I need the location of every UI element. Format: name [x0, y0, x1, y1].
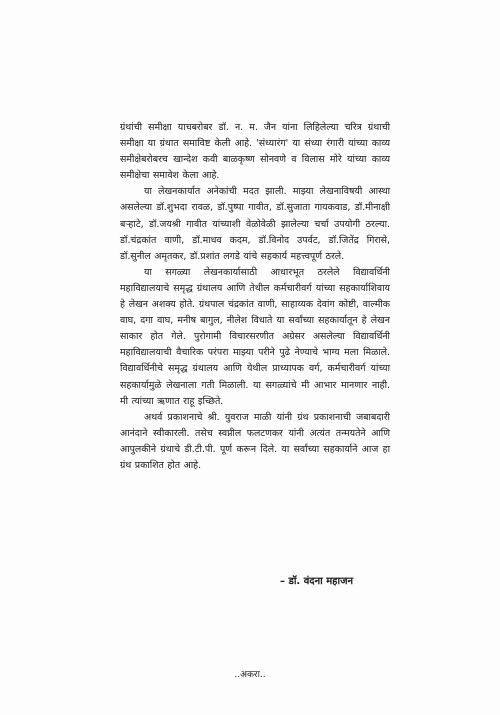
body-text — [120, 120, 390, 474]
page-number: ..अकरा.. — [234, 670, 266, 680]
paragraph-3: या सगळ्या लेखनकार्यासाठी आधारभूत ठरलेले विद्यावर्धिनी महाविद्यालयाचे समृद्ध ग्रंथालय आणि तेथील कर्मचारीवर्ग यांच्या सहकार्याशिवाय हे लेखन अशक्य होते. ग्रंथपाल चंद्रकांत वाणी, साहाय्यक देवांग कोष्टी, वाल्मीक वाघ, दगा वाघ, मनीष बागुल, नीलेश विधाते या सर्वांच्या सहकार्यातून हे लेखन साकार होत गेले. पुरोगामी विचारसरणीत अग्रेसर असलेल्या विद्यावर्धिनी महाविद्यालयाची वैचारिक परंपरा माझ्या परीने पुढे नेण्याचे भाग्य मला मिळाले. विद्यावर्धिनीचे समृद्ध ग्रंथालय आणि येथील प्राध्यापक वर्ग, कर्मचारीवर्ग यांच्या सहकार्यामुळे लेखनाला गती मिळाली. या सगळ्यांचे मी आभार मानणार नाही. मी त्यांच्या ऋणात राहू इच्छिते. — [120, 266, 390, 407]
author-signature: – डॉ. वंदना महाजन — [280, 576, 354, 587]
paragraph-1: ग्रंथांची समीक्षा याचबरोबर डॉ. न. म. जैन यांना लिहिलेल्या चरित्र ग्रंथाची समीक्षा या ग्रंथात समाविष्ट केली आहे. 'संध्यारंग' या संध्या रंगारी यांच्या काव्य समीक्षेबरोबरच खान्देश कवी बाळकृष्ण सोनवणे व विलास मोरे यांच्या काव्य समीक्षेचा समावेश केला आहे. — [120, 122, 390, 182]
paragraph-2: या लेखनकार्यात अनेकांची मदत झाली. माझ्या लेखनाविषयी आस्था असलेल्या डॉ.शुभदा रावळ, डॉ.पुष्पा गावीत, डॉ.सुजाता गायकवाड, डॉ.मीनाक्षी बऱ्हाटे, डॉ.जयश्री गावीत यांच्याशी वेळोवेळी झालेल्या चर्चा उपयोगी ठरल्या. डॉ.चंद्रकांत वाणी, डॉ.माधव कदम, डॉ.विनोद उपर्वट, डॉ.जितेंद्र गिरासे, डॉ.सुनील अमृतकर, डॉ.प्रशांत लगडे यांचे सहकार्य महत्त्वपूर्ण ठरले. — [120, 186, 390, 262]
paragraph-4: अथर्व प्रकाशनाचे श्री. युवराज माळी यांनी ग्रंथ प्रकाशनाची जबाबदारी आनंदाने स्वीकारली. तसेच स्वप्नील फलटणकर यांनी अत्यंत तन्मयतेने आणि आपुलकीने ग्रंथाचे डी.टी.पी. पूर्ण करून दिले. या सर्वांच्या सहकार्याने आज हा ग्रंथ प्रकाशित होत आहे. — [120, 411, 390, 471]
